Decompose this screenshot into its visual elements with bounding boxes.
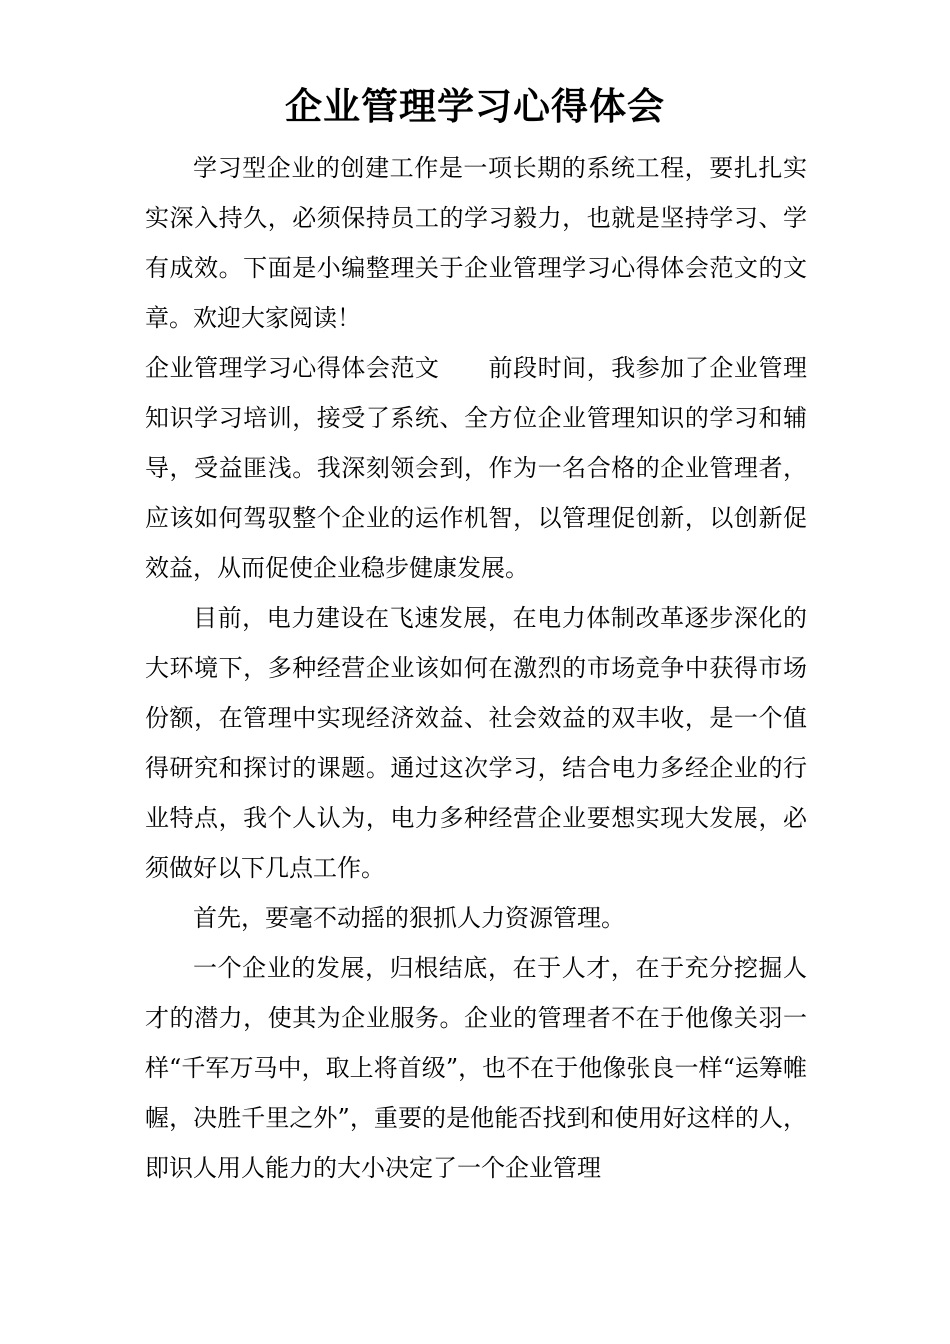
paragraph-talent: 一个企业的发展，归根结底，在于人才，在于充分挖掘人才的潜力，使其为企业服务。企业的管理者不在于他像关羽一样“千军万马中，取上将首级”，也不在于他像张良一样“运筹帷幄，决胜千里之外”，重要的是他能否找到和使用好这样的人，即识人用人能力的大小决定了一个企业管理 [145, 954, 807, 1182]
paragraph-current-situation: 目前，电力建设在飞速发展，在电力体制改革逐步深化的大环境下，多种经营企业该如何在激烈的市场竞争中获得市场份额，在管理中实现经济效益、社会效益的双丰收，是一个值得研究和探讨的课题。通过这次学习，结合电力多经企业的行业特点，我个人认为，电力多种经营企业要想实现大发展，必须做好以下几点工作。 [145, 604, 807, 882]
document-title: 企业管理学习心得体会 [285, 84, 665, 128]
paragraph-intro: 学习型企业的创建工作是一项长期的系统工程，要扎扎实实深入持久，必须保持员工的学习毅力，也就是坚持学习、学有成效。下面是小编整理关于企业管理学习心得体会范文的文章。欢迎大家阅读！ [145, 154, 807, 332]
paragraph-essay-start: 企业管理学习心得体会范文 前段时间，我参加了企业管理知识学习培训，接受了系统、全方位企业管理知识的学习和辅导，受益匪浅。我深刻领会到，作为一名合格的企业管理者，应该如何驾驭整个企业的运作机智，以管理促创新，以创新促效益，从而促使企业稳步健康发展。 [145, 354, 807, 582]
paragraph-first-point: 首先，要毫不动摇的狠抓人力资源管理。 [193, 904, 625, 932]
document-body [145, 143, 807, 1193]
